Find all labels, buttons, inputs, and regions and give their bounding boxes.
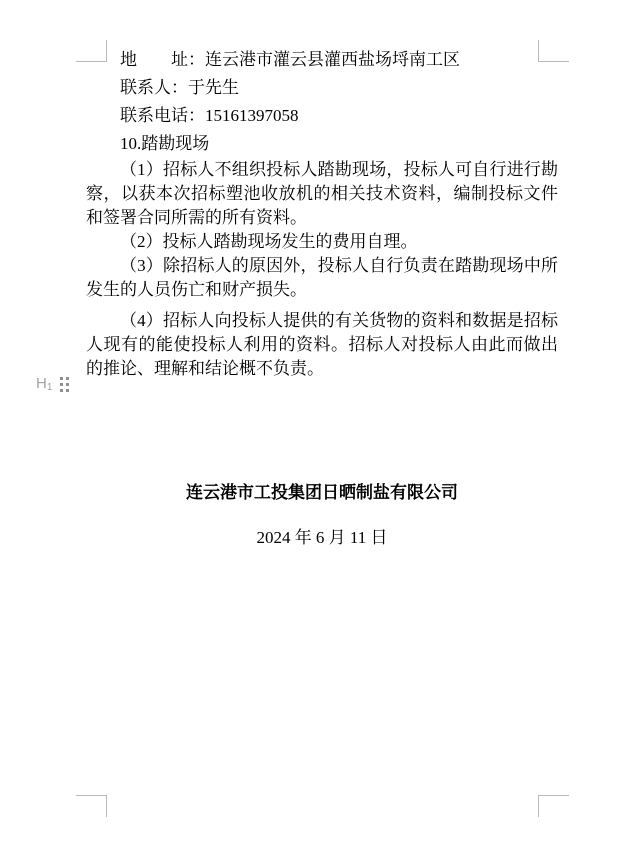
drag-handle-dot (60, 377, 63, 380)
paragraph-4: （4）招标人向投标人提供的有关货物的资料和数据是招标人现有的能使投标人利用的资料。招标人对投标人由此而做出的推论、理解和结论概不负责。 (86, 311, 558, 378)
contact-person-line: 联系人：于先生 (120, 78, 239, 97)
paragraph-1: （1）招标人不组织投标人踏勘现场，投标人可自行进行勘察，以获本次招标塑池收放机的相关技术资料，编制投标文件和签署合同所需的所有资料。 (86, 160, 558, 227)
drag-handle-dot (60, 383, 63, 386)
signature-company: 连云港市工投集团日晒制盐有限公司 (186, 483, 458, 502)
drag-handle-icon[interactable] (60, 377, 69, 392)
crop-mark-bottom-left (76, 795, 107, 817)
heading-level-number: 1 (46, 382, 53, 393)
editor-gutter (36, 376, 69, 393)
drag-handle-dot (60, 389, 63, 392)
drag-handle-dot (66, 377, 69, 380)
address-line: 地 址：连云港市灌云县灌西盐场埒南工区 (120, 50, 460, 69)
paragraph-2: （2）投标人踏勘现场发生的费用自理。 (120, 232, 418, 251)
document-content (86, 46, 558, 550)
contact-phone-line: 联系电话：15161397058 (120, 106, 299, 125)
heading-level-indicator[interactable]: $H_1$ (36, 375, 53, 393)
drag-handle-dot (66, 383, 69, 386)
drag-handle-dot (66, 389, 69, 392)
signature-date: 2024 年 6 月 11 日 (256, 528, 388, 547)
section-heading: 10.踏勘现场 (120, 134, 210, 153)
paragraph-3: （3）除招标人的原因外，投标人自行负责在踏勘现场中所发生的人员伤亡和财产损失。 (86, 256, 558, 299)
crop-mark-bottom-right (538, 795, 569, 817)
